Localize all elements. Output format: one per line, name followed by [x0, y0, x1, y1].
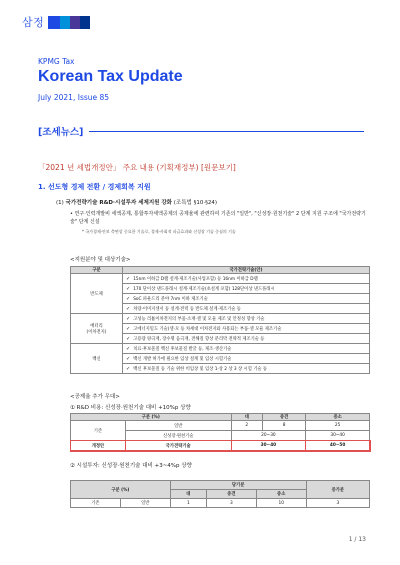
check-icon: ✓	[126, 295, 131, 302]
table1-item-text: 고성능 리튬이차전지의 부품·소재·셀 및 모듈 제조 및 안정성 향상 기술	[133, 316, 265, 322]
table1-category-label: 반도체	[90, 291, 103, 297]
table2-row-label: 일반	[125, 421, 231, 431]
table3-row-label: 일반	[120, 499, 170, 508]
table1-item	[123, 314, 370, 324]
check-icon: ✓	[126, 365, 131, 372]
table1-item	[123, 304, 370, 314]
table-row	[71, 421, 370, 431]
check-icon: ✓	[126, 345, 131, 352]
heading-2-ref: (조특법 §10·§24)	[173, 200, 217, 206]
table3-cell: 10	[256, 499, 306, 508]
heading-2-number: (1)	[56, 200, 64, 206]
table2-header-large: 대	[231, 414, 262, 421]
table1-item-text: 백신 개발 허가에 필요한 임상 설계 및 임상 시험기술	[133, 356, 232, 362]
headline-text: 「2021 년 세법개정안」 주요 내용 (기획재정부)	[38, 163, 199, 172]
table2-caption: ① R&D 비용: 신성장·원천기술 대비 +10%p 상향	[70, 405, 191, 411]
table1-category	[71, 344, 123, 374]
check-icon: ✓	[126, 355, 131, 362]
section-header	[38, 124, 364, 138]
heading-2-text: 국가전략기술 R&D·시설투자 세제지원 강화	[65, 200, 172, 206]
check-icon: ✓	[126, 275, 131, 282]
table1-item	[123, 274, 370, 284]
table1-item-text: 15nm 이하급 D램 설계·제조기술(사업포함) 등 16nm 이하급 D램	[133, 276, 258, 282]
table2-header-small: 중소	[306, 414, 370, 421]
table3-group: 기존	[71, 499, 121, 508]
table2-group-existing: 기존	[71, 421, 126, 441]
subcaption: <공제율 추가 우대>	[70, 394, 120, 400]
kpmg-logo	[22, 14, 90, 30]
table1-category-label: 배터리	[90, 323, 103, 329]
view-original-link[interactable]: [원문보기]	[200, 163, 236, 172]
issue-label: July 2021, Issue 85	[38, 93, 110, 102]
table1-item-text: 백신 후보물질 등 기술 위한 비임상 및 임상 1·상 2 상 3 상 시험 기술 등	[133, 366, 268, 372]
table1-item	[123, 354, 370, 364]
heading-2	[56, 198, 217, 206]
support-tech-table	[70, 266, 370, 374]
table2-cell: 8	[263, 421, 306, 431]
table1-caption: <지원분야 및 대상기술>	[70, 257, 131, 263]
page-title: Korean Tax Update	[38, 68, 183, 85]
bullet-note: * 국가경제·안보 측면상 중요한 기술로, 경제·사회적 파급효과와 신성장 기술 중심의 기술	[82, 229, 236, 234]
table-row	[71, 314, 370, 324]
news-headline	[38, 162, 236, 173]
table1-item-text: 고에너지밀도 기술(셀·모 등 차세대 이차전지와 사용되는 부품·셀 모듈 제조기술	[133, 326, 282, 332]
table-row	[71, 344, 370, 354]
table1-item-text: 고용량 양극재, 장수명 음극재, 전해질 향상 분리막 전략적 제조기술 등	[133, 336, 265, 342]
table3-subheader-mid: 중견	[206, 490, 256, 499]
table2-group-revised: 개정안	[71, 441, 126, 451]
check-icon: ✓	[126, 315, 131, 322]
table3-subheader-large: 대	[170, 490, 206, 499]
page-number: 1 / 13	[348, 536, 366, 543]
table1-item-text: 치료·후보물질 백신 후보물질 발굴 등, 제조·생산기술	[133, 346, 232, 352]
table1-category	[71, 314, 123, 344]
check-icon: ✓	[126, 325, 131, 332]
heading-1: 1. 선도형 경제 전환 / 경제회복 지원	[38, 183, 151, 191]
bullet-text: 연구·인력개발비 세액공제, 통합투자세액공제의 공제율에 관련하여 기존의 "일반", "신성장·원천기술" 2 단계 지원 구조에 "국가전략기술" 단계 신설	[70, 211, 366, 225]
table2-cell: 20~30	[231, 431, 306, 441]
table1-item	[123, 294, 370, 304]
table3-header-increase: 증가분	[306, 481, 369, 499]
table1-header-category: 구분	[71, 267, 123, 274]
table1-item	[123, 284, 370, 294]
table3-cell: 3	[306, 499, 369, 508]
table-row-highlight	[71, 441, 370, 451]
section-title: [조세뉴스]	[38, 127, 84, 138]
table1-category-sublabel: (이차전지)	[86, 329, 107, 335]
check-icon: ✓	[126, 305, 131, 312]
check-icon: ✓	[126, 335, 131, 342]
table-row	[71, 274, 370, 284]
table1-category-label: 백신	[92, 356, 101, 362]
kpmg-logo-mark	[48, 16, 90, 29]
facility-rate-table	[70, 480, 370, 508]
table3-header-category: 구분 (%)	[71, 481, 171, 499]
table2-cell: 2	[231, 421, 262, 431]
table3-header-current: 당기분	[170, 481, 306, 490]
table2-cell: 30~40	[231, 441, 306, 451]
table1-item	[123, 364, 370, 374]
table2-cell: 40~50	[306, 441, 370, 451]
logo-korean-text: 삼정	[22, 16, 45, 29]
rd-rate-table	[70, 413, 370, 451]
table1-item-text: 170 단이상 낸드플래시 설계·제조기술(초설계 포함) 128단이상 낸드플래시	[133, 286, 275, 292]
bullet-item: • 연구·인력개발비 세액공제, 통합투자세액공제의 공제율에 관련하여 기존의 "일반", "신성장·원천기술" 2 단계 지원 구조에 "국가전략기술" 단계 신설	[70, 211, 366, 225]
table2-cell: 30~40	[306, 431, 370, 441]
table3-cell: 1	[170, 499, 206, 508]
table2-row-label: 국가전략기술	[125, 441, 231, 451]
table1-item	[123, 344, 370, 354]
table1-header-tech: 국가전략기술(안)	[123, 267, 370, 274]
table3-subheader-small: 중소	[256, 490, 306, 499]
table2-row-label: 신성장·원천기술	[125, 431, 231, 441]
check-icon: ✓	[126, 285, 131, 292]
table3-caption: ② 시설투자: 신성장·원천기술 대비 +3~4%p 상향	[70, 463, 192, 469]
table1-item	[123, 324, 370, 334]
kicker: KPMG Tax	[38, 57, 75, 66]
table1-item	[123, 334, 370, 344]
table1-item-text: SoC 파운드리 분야 7nm 이하 제조기술	[133, 296, 208, 302]
table2-header-category: 구분 (%)	[71, 414, 232, 421]
table2-header-mid: 중견	[263, 414, 306, 421]
table3-cell: 3	[206, 499, 256, 508]
section-rule	[89, 131, 364, 132]
table-row	[71, 499, 370, 508]
table1-item-text: 차량·이미지센서 등 설계·전력 등 반도체 설계·제조기술 등	[133, 306, 241, 312]
table1-category	[71, 274, 123, 314]
table2-cell: 25	[306, 421, 370, 431]
